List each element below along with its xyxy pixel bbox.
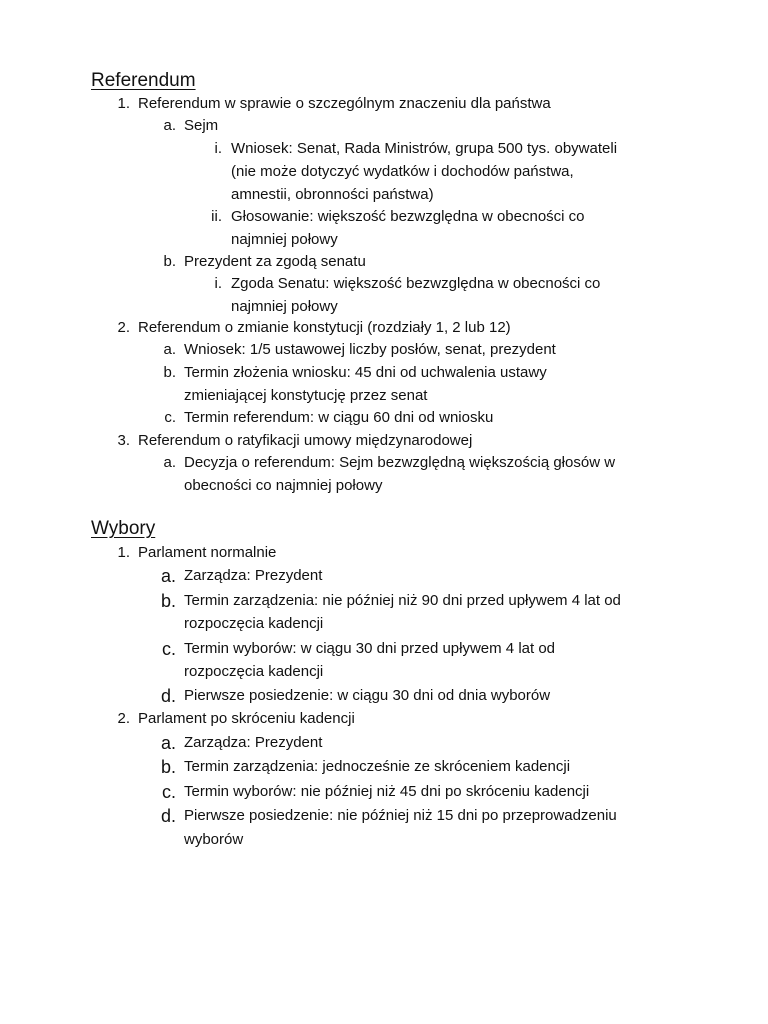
list-item-text: Pierwsze posiedzenie: w ciągu 30 dni od dnia wyborów	[184, 687, 551, 704]
list-item-text: Termin wyborów: w ciągu 30 dni przed upływem 4 lat od	[184, 640, 556, 657]
list-item-text: Zgoda Senatu: większość bezwzględna w obecności co	[231, 275, 601, 292]
list-marker: b.	[163, 364, 176, 381]
list-marker: 2.	[117, 710, 130, 727]
list-marker: c.	[164, 409, 176, 426]
list-marker: ii.	[211, 208, 222, 225]
list-marker: c.	[161, 639, 176, 659]
list-marker: 2.	[117, 319, 130, 336]
list-marker: c.	[161, 782, 176, 802]
list-item-text: Referendum o ratyfikacji umowy międzynarodowej	[138, 432, 473, 449]
list-item-text: Termin referendum: w ciągu 60 dni od wniosku	[184, 409, 494, 426]
list-marker: b.	[163, 253, 176, 270]
list-item-text: Termin złożenia wniosku: 45 dni od uchwalenia ustawy	[184, 364, 547, 381]
list-item-text: Zarządza: Prezydent	[184, 734, 323, 751]
list-marker: b.	[160, 591, 176, 611]
list-item-text: Prezydent za zgodą senatu	[184, 253, 366, 270]
list-item-text: amnestii, obronności państwa)	[231, 186, 434, 203]
list-marker: a.	[163, 454, 176, 471]
list-item-text: Wniosek: 1/5 ustawowej liczby posłów, senat, prezydent	[184, 341, 556, 358]
list-marker: b.	[160, 757, 176, 777]
list-marker: d.	[160, 686, 176, 706]
list-item-text: najmniej połowy	[231, 298, 338, 315]
section-heading: Referendum	[91, 70, 196, 91]
list-item-text: Termin zarządzenia: nie później niż 90 dni przed upływem 4 lat od	[184, 592, 621, 609]
list-item-text: Referendum w sprawie o szczególnym znaczeniu dla państwa	[138, 95, 551, 112]
list-item-text: najmniej połowy	[231, 231, 338, 248]
list-marker: a.	[163, 117, 176, 134]
list-marker: i.	[214, 140, 222, 157]
list-item-text: Parlament normalnie	[138, 544, 277, 561]
list-item-text: Referendum o zmianie konstytucji (rozdziały 1, 2 lub 12)	[138, 319, 511, 336]
list-item-text: Wniosek: Senat, Rada Ministrów, grupa 500 tys. obywateli	[231, 140, 618, 157]
list-marker: 1.	[117, 544, 130, 561]
list-marker: a.	[160, 733, 176, 753]
section-heading: Wybory	[91, 518, 156, 539]
list-item-text: Decyzja o referendum: Sejm bezwzględną większością głosów w	[184, 454, 616, 471]
list-item-text: Zarządza: Prezydent	[184, 567, 323, 584]
list-marker: i.	[214, 275, 222, 292]
list-item-text: Termin zarządzenia: jednocześnie ze skróceniem kadencji	[184, 758, 571, 775]
list-item-text: Pierwsze posiedzenie: nie później niż 15 dni po przeprowadzeniu	[184, 807, 617, 824]
list-item-text: (nie może dotyczyć wydatków i dochodów państwa,	[231, 163, 574, 180]
list-item-text: Parlament po skróceniu kadencji	[138, 710, 355, 727]
list-item-text: obecności co najmniej połowy	[184, 477, 383, 494]
list-item-text: rozpoczęcia kadencji	[184, 615, 324, 632]
list-item-text: zmieniającej konstytucję przez senat	[184, 387, 428, 404]
list-item-text: Sejm	[184, 117, 219, 134]
list-item-text: Głosowanie: większość bezwzględna w obecności co	[231, 208, 585, 225]
list-marker: a.	[163, 341, 176, 358]
list-item-text: rozpoczęcia kadencji	[184, 663, 324, 680]
list-item-text: Termin wyborów: nie później niż 45 dni po skróceniu kadencji	[184, 783, 590, 800]
list-marker: 1.	[117, 95, 130, 112]
list-marker: 3.	[117, 432, 130, 449]
list-marker: d.	[160, 806, 176, 826]
list-marker: a.	[160, 566, 176, 586]
list-item-text: wyborów	[184, 831, 244, 848]
